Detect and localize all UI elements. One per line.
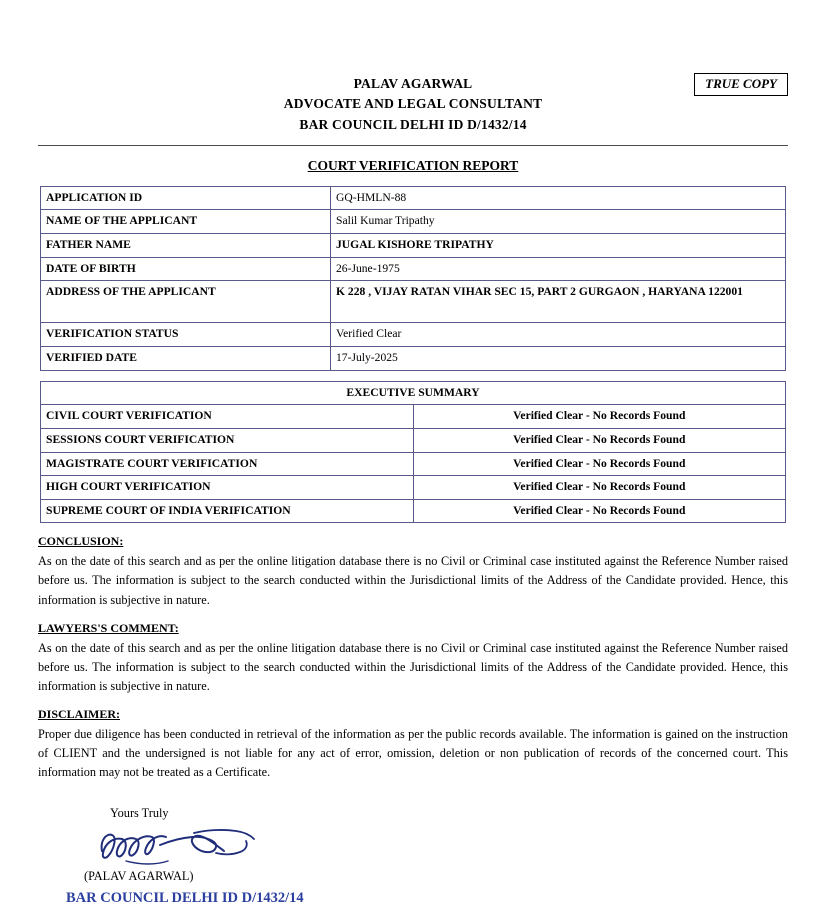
table-row (41, 186, 786, 210)
row-label: SUPREME COURT OF INDIA VERIFICATION (41, 499, 414, 523)
signer-name: (PALAV AGARWAL) (84, 868, 194, 883)
row-label: CIVIL COURT VERIFICATION (41, 405, 414, 429)
true-copy-stamp: TRUE COPY (694, 73, 788, 96)
section-body: Proper due diligence has been conducted in retrieval of the information as per the public records available. The information is gained on the instruction of CLIENT and the undersigned is not liable for any act of error, omission, deletion or non publication of records of the concerned court. This information may not be treated as a Certificate. (38, 726, 788, 779)
bar-council-footer: BAR COUNCIL DELHI ID D/1432/14 (66, 889, 304, 906)
row-value: Verified Clear - No Records Found (413, 428, 786, 452)
row-value: Verified Clear (331, 323, 786, 347)
header-divider (38, 145, 788, 146)
table-row (41, 405, 786, 429)
row-value: GQ-HMLN-88 (331, 186, 786, 210)
page-title: COURT VERIFICATION REPORT (307, 157, 519, 173)
table-row (41, 476, 786, 500)
signature-icon (96, 825, 266, 869)
row-label: SESSIONS COURT VERIFICATION (41, 428, 414, 452)
row-value: 17-July-2025 (331, 346, 786, 370)
row-value: Verified Clear - No Records Found (413, 452, 786, 476)
row-label: ADDRESS OF THE APPLICANT (41, 281, 331, 323)
lawyers-comment-section (38, 621, 788, 696)
row-value: Verified Clear - No Records Found (413, 499, 786, 523)
section-body: As on the date of this search and as per the online litigation database there is no Civil or Criminal case instituted against the Reference Number raised before us. The information is subject to the search conducted within the Jurisdictional limits of the Address of the Candidate provided. Hence, this information is subjective in nature. (38, 554, 788, 607)
letterhead-bar-id: BAR COUNCIL DELHI ID D/1432/14 (299, 116, 527, 132)
row-label: FATHER NAME (41, 234, 331, 258)
letterhead-designation: ADVOCATE AND LEGAL CONSULTANT (283, 96, 543, 112)
row-label: VERIFICATION STATUS (41, 323, 331, 347)
row-label: APPLICATION ID (41, 186, 331, 210)
table-row (41, 281, 786, 323)
row-value: K 228 , VIJAY RATAN VIHAR SEC 15, PART 2 GURGAON , HARYANA 122001 (331, 281, 786, 323)
table-header-row (41, 381, 786, 405)
row-value: 26-June-1975 (331, 257, 786, 281)
table-row (41, 323, 786, 347)
row-label: VERIFIED DATE (41, 346, 331, 370)
letterhead-name: PALAV AGARWAL (353, 76, 473, 91)
table-row (41, 428, 786, 452)
table-row (41, 452, 786, 476)
conclusion-section (38, 534, 788, 609)
row-value: JUGAL KISHORE TRIPATHY (331, 234, 786, 258)
section-heading: CONCLUSION: (38, 534, 124, 549)
summary-heading: EXECUTIVE SUMMARY (41, 381, 786, 405)
yours-truly-text: Yours Truly (110, 805, 169, 820)
row-label: MAGISTRATE COURT VERIFICATION (41, 452, 414, 476)
disclaimer-section (38, 707, 788, 782)
table-row (41, 346, 786, 370)
table-row (41, 234, 786, 258)
table-row (41, 257, 786, 281)
letterhead (0, 0, 826, 135)
row-value: Salil Kumar Tripathy (331, 210, 786, 234)
table-row (41, 210, 786, 234)
executive-summary-table (40, 381, 786, 524)
row-label: NAME OF THE APPLICANT (41, 210, 331, 234)
section-body: As on the date of this search and as per the online litigation database there is no Civil or Criminal case instituted against the Reference Number raised before us. The information is subject to the search conducted within the Jurisdictional limits of the Address of the Candidate provided. Hence, this information is subjective in nature. (38, 640, 788, 693)
row-value: Verified Clear - No Records Found (413, 476, 786, 500)
signature-image (96, 825, 788, 869)
row-label: HIGH COURT VERIFICATION (41, 476, 414, 500)
row-value: Verified Clear - No Records Found (413, 405, 786, 429)
table-row (41, 499, 786, 523)
applicant-info-table (40, 186, 786, 371)
section-heading: DISCLAIMER: (38, 706, 121, 721)
row-label: DATE OF BIRTH (41, 257, 331, 281)
section-heading: LAWYERS'S COMMENT: (38, 620, 179, 635)
